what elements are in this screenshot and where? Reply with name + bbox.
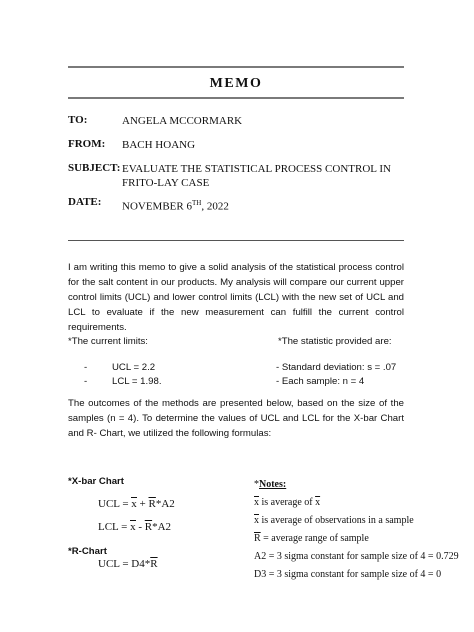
- from-label: FROM:: [68, 138, 106, 150]
- lcl-label: LCL =: [98, 521, 131, 533]
- xbar-ucl-formula: UCL = $\overline{x} + \overline{R}*A2$: [98, 498, 175, 510]
- subject-label: SUBJECT:: [68, 162, 121, 174]
- xbar-chart-title: *X-bar Chart: [68, 476, 124, 487]
- intro-paragraph: I am writing this memo to give a solid analysis of the statistical process control for the salt content in our products. My analysis will compare our current upper control limits (UCL) and lower control limits (LCL) with the new set of UCL and LCL to evaluate if the new measurement can fulfill the current control requirements.: [68, 262, 404, 333]
- title-rule: [68, 97, 404, 99]
- current-limits-title: *The current limits:: [68, 336, 148, 347]
- outcomes-paragraph: The outcomes of the methods are presented below, based on the size of the samples (n = 4). To determine the values of UCL and LCL for the X-bar Chart and R- Chart, we utilized the following formulas:: [68, 398, 404, 439]
- note-xbar-double: $\overline{x}$ is average of $\overline{x}$: [254, 497, 321, 508]
- to-label: TO:: [68, 114, 88, 126]
- note-xbar: $\overline{x}$ is average of observations in a sample: [254, 515, 414, 526]
- stat-title: *The statistic provided are:: [278, 336, 392, 347]
- r-chart-title: *R-Chart: [68, 546, 107, 557]
- date-year: , 2022: [201, 200, 229, 213]
- current-limit-ucl-text: UCL = 2.2: [112, 362, 156, 373]
- x-double-bar: $\overline{x}$: [131, 498, 137, 510]
- header-divider: [68, 240, 404, 241]
- x-bar: $\overline{x}$: [315, 497, 321, 508]
- bullet-dash: -: [84, 362, 88, 373]
- stat-std-dev: - Standard deviation: s = .07: [276, 362, 397, 373]
- note-rbar: $\overline{R}$ = average range of sample: [254, 533, 369, 544]
- r-bar: $\overline{R}$: [144, 521, 153, 533]
- r-bar: $\overline{R}$: [148, 498, 156, 510]
- subject-value: EVALUATE THE STATISTICAL PROCESS CONTROL IN FRITO-LAY CASE: [122, 163, 391, 189]
- x-double-bar: $\overline{x}$: [254, 497, 259, 508]
- date-label: DATE:: [68, 196, 102, 208]
- note-d3: D3 = 3 sigma constant for sample size of 4 = 0: [254, 569, 442, 580]
- notes-title: *Notes:: [254, 479, 287, 490]
- from-value: BACH HOANG: [122, 139, 196, 151]
- r-bar: $\overline{R}$: [150, 558, 158, 570]
- x-double-bar: $\overline{x}$: [130, 521, 136, 533]
- top-rule: [68, 66, 404, 68]
- current-limit-ucl: [84, 362, 155, 373]
- date-main: NOVEMBER 6: [122, 200, 192, 213]
- r-bar: $\overline{R}$: [254, 533, 261, 544]
- x-bar: $\overline{x}$: [254, 515, 259, 526]
- r-ucl-formula: UCL = $D4*\overline{R}$: [98, 558, 158, 570]
- ucl-label: UCL =: [98, 498, 132, 510]
- current-limit-lcl-text: LCL = 1.98.: [112, 376, 162, 387]
- note-a2: A2 = 3 sigma constant for sample size of 4 = 0.729: [254, 551, 459, 562]
- bullet-dash: -: [84, 376, 88, 387]
- date-suffix: TH: [191, 199, 202, 207]
- date-value: [122, 196, 229, 214]
- stat-sample-size: - Each sample: n = 4: [276, 376, 365, 387]
- current-limit-lcl: [84, 376, 162, 387]
- to-value: ANGELA MCCORMARK: [122, 115, 243, 127]
- memo-title: MEMO: [209, 76, 263, 91]
- xbar-lcl-formula: LCL = $\overline{x} - \overline{R}*A2$: [98, 521, 172, 533]
